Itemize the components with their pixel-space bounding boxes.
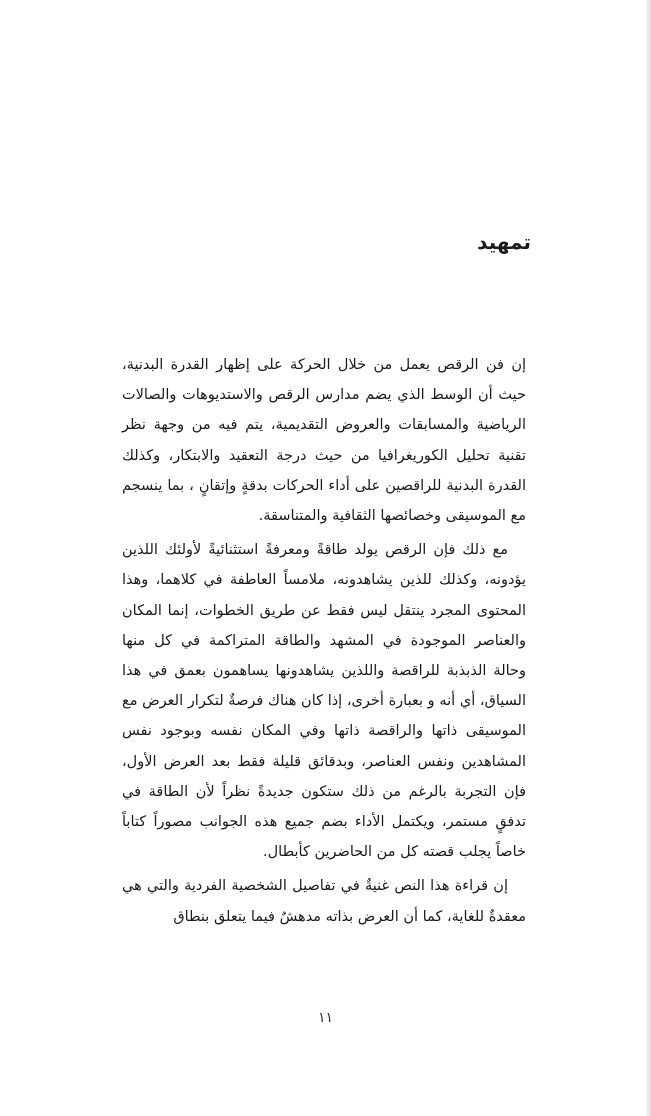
page-edge-shadow: [646, 0, 651, 1116]
body-text: [122, 350, 526, 936]
paragraph-3: إن قراءة هذا النص غنيةٌ في تفاصيل الشخصية الفردية والتي هي معقدةٌ للغاية، كما أن العرض بذاته مدهشٌ فيما يتعلق بنطاق: [122, 878, 526, 925]
page-number: ١١: [317, 1010, 334, 1026]
paragraph-1: إن فن الرقص يعمل من خلال الحركة على إظهار القدرة البدنية، حيث أن الوسط الذي يضم مدارس الرقص والاستديوهات والصالات الرياضية والمسابقات والعروض التقديمية، يتم فيه من وجهة نظر تقنية تحليل الكوريغرافيا من حيث درجة التعقيد والابتكار، وكذلك القدرة البدنية للراقصين على أداء الحركات بدقةٍ وإتقانٍ ، بما ينسجم مع الموسيقى وخصائصها الثقافية والمتناسقة.: [122, 357, 526, 525]
paragraph-2: مع ذلك فإن الرقص يولد طاقةً ومعرفةً استثنائيةً لأولئك اللذين يؤدونه، وكذلك للذين يشاهدونه، ملامساً العاطفة في كلاهما، وهذا المحتوى المجرد ينتقل ليس فقط عن طريق الخطوات، إنما المكان والعناصر الموجودة في المشهد والطاقة المتراكمة في كل منها وحالة الذبذبة للراقصة واللذين يشاهدونها يساهمون بعمق في هذا السياق، أي أنه و بعبارة أخرى، إذا كان هناك فرصةٌ لتكرار العرض مع الموسيقى ذاتها والراقصة ذاتها وفي المكان نفسه وبوجود نفس المشاهدين ونفس العناصر، وبدقائق قليلة فقط بعد العرض الأول، فإن التجربة بالرغم من ذلك ستكون جديدةً نظراً لأن الطاقة في تدفقٍ مستمر، ويكتمل الأداء بضم جميع هذه الجوانب مصوراً كتاباً خاصاً يجلب قصته كل من الحاضرين كأبطال.: [122, 542, 526, 861]
chapter-title: تمهيد: [477, 230, 531, 254]
